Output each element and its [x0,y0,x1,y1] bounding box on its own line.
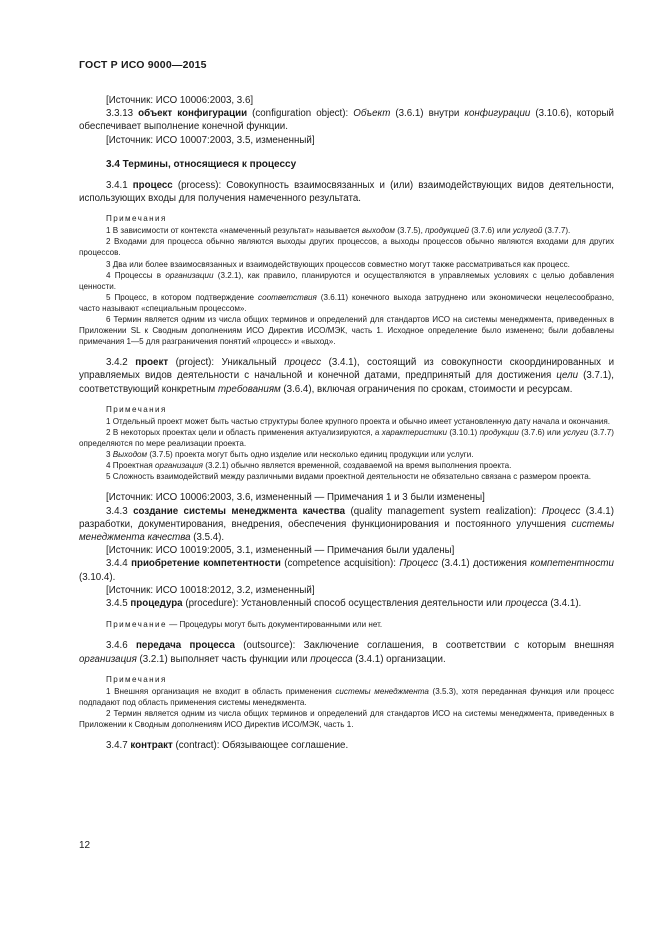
source-reference: [Источник: ИСО 10007:2003, 3.5, измененный] [106,134,315,146]
note-item: 5 Процесс, в котором подтверждение соответствия (3.6.11) конечного выхода затруднено или экономически нецелесообразно, часто называют «специальным процессом». [79,292,614,313]
note-heading: Примечание [106,620,167,630]
term-name: процесс [132,179,173,191]
note-item: 2 В некоторых проектах цели и область применения актуализируются, а характеристики (3.10.1) продукции (3.7.6) или услуги (3.7.7) определяются по мере реализации проекта. [79,427,614,449]
note-item: 1 В зависимости от контекста «намеченный результат» называется выходом (3.7.5), продукцией (3.7.6) или услугой (3.7.7). [106,226,571,236]
note-item: 3 Выходом (3.7.5) проекта могут быть одно изделие или несколько единиц продукции или услуги. [106,450,474,460]
term-english: (competence acquisition): [284,558,397,570]
term-name: проект [135,357,169,369]
term-english: (quality management system realization): [350,505,537,517]
note-item: 4 Процессы в организации (3.2.1), как правило, планируются и осуществляются в управляемых условиях с целью добавления ценности. [79,270,614,291]
note-item: 4 Проектная организация (3.2.1) обычно является временной, создаваемой на время выполнения проекта. [106,461,512,471]
term-3-4-4: 3.4.4 приобретение компетентности (competence acquisition): Процесс (3.4.1) достижения компетентности (3.10.4). [79,558,614,583]
term-name: создание системы менеджмента качества [133,505,346,517]
note-item: 1 Отдельный проект может быть частью структуры более крупного проекта и обычно имеет установленную дату начала и окончания. [106,416,610,426]
term-name: контракт [130,740,173,752]
term-english: (procedure): [185,598,239,610]
note-item: 1 Внешняя организация не входит в область применения системы менеджмента (3.5.3), хотя переданная функция или процесс подпадают под область применения системы менеджмента. [79,686,614,707]
term-3-4-2: 3.4.2 проект (project): Уникальный процесс (3.4.1), состоящий из совокупности скоординированных и управляемых видов деятельности с начальной и конечной датами, предпринятый для достижения цели (3.7.1), соответствующий конкретным требованиям (3.6.4), включая ограничения по срокам, стоимости и ресурсам. [79,357,615,395]
term-3-4-3: 3.4.3 создание системы менеджмента качества (quality management system realization): Процесс (3.4.1) разработки, документирования, внедрения, обеспечения функционирования и постоянного улучшения системы менеджмента качества (3.5.4). [79,505,614,544]
term-name: приобретение компетентности [131,558,281,570]
term-english: (process): [177,179,222,191]
term-3-4-6: 3.4.6 передача процесса (outsource): Заключение соглашения, в соответствии с которым внешняя организация (3.2.1) выполняет часть функции или процесса (3.4.1) организации. [79,640,615,665]
note-item: 3 Два или более взаимосвязанных и взаимодействующих процессов совместно могут также рассматриваться как процесс. [106,259,570,269]
notes-heading: Примечания [106,674,167,684]
source-reference: [Источник: ИСО 10018:2012, 3.2, измененный] [106,584,315,596]
note-single: Примечание — Процедуры могут быть документированными или нет. [106,620,383,630]
source-reference: [Источник: ИСО 10006:2003, 3.6, измененный — Примечания 1 и 3 были изменены] [106,492,485,504]
source-reference: [Источник: ИСО 10006:2003, 3.6] [106,95,254,106]
term-3-4-1: 3.4.1 процесс (process): Совокупность взаимосвязанных и (или) взаимодействующих видов деятельности, использующих входы для получения намеченного результата. [79,179,614,205]
term-english: (outsource): [243,640,296,652]
term-name: процедура [130,598,183,610]
note-item: 2 Термин является одним из числа общих терминов и определений для стандартов ИСО на системы менеджмента, приведенных в Приложении к Сводным дополнениям ИСО Директив ИСО/МЭК, часть 1. [79,708,614,730]
section-heading: 3.4 Термины, относящиеся к процессу [106,158,297,170]
page-header-standard-id: ГОСТ Р ИСО 9000—2015 [79,59,207,71]
page-content [79,94,614,752]
note-item: 5 Сложность взаимодействий между различными видами проектной деятельности не обязательно связана с размером проекта. [106,472,591,482]
term-english: (configuration object): [252,108,349,120]
term-english: (project): [175,357,215,369]
term-name: передача процесса [136,640,235,652]
term-3-4-7: 3.4.7 контракт (contract): Обязывающее соглашение. [106,740,349,752]
notes-heading: Примечания [106,404,167,414]
notes-heading: Примечания [106,214,167,224]
term-english: (contract): [175,740,220,752]
term-3-4-5: 3.4.5 процедура (procedure): Установленный способ осуществления деятельности или процесса (3.4.1). [106,598,582,610]
source-reference: [Источник: ИСО 10019:2005, 3.1, измененный — Примечания были удалены] [106,545,455,557]
page-number: 12 [79,840,91,851]
note-item: 6 Термин является одним из числа общих терминов и определений для стандартов ИСО на системы менеджмента, приведенных в Приложении SL к Сводным дополнениям ИСО Директив ИСО/МЭК, часть 1. Исходное определение было изменено; были добавлены примечания 1—5 для разграничения понятий «процесс» и «выход». [79,314,614,347]
term-3-3-13: 3.3.13 объект конфигурации (configuration object): Объект (3.6.1) внутри конфигурации (3.10.6), который обеспечивает выполнение конечной функции. [79,108,614,133]
term-name: объект конфигурации [138,108,248,120]
note-item: 2 Входами для процесса обычно являются выходы других процессов, а выходы процессов обычно являются входами для других процессов. [79,237,614,258]
